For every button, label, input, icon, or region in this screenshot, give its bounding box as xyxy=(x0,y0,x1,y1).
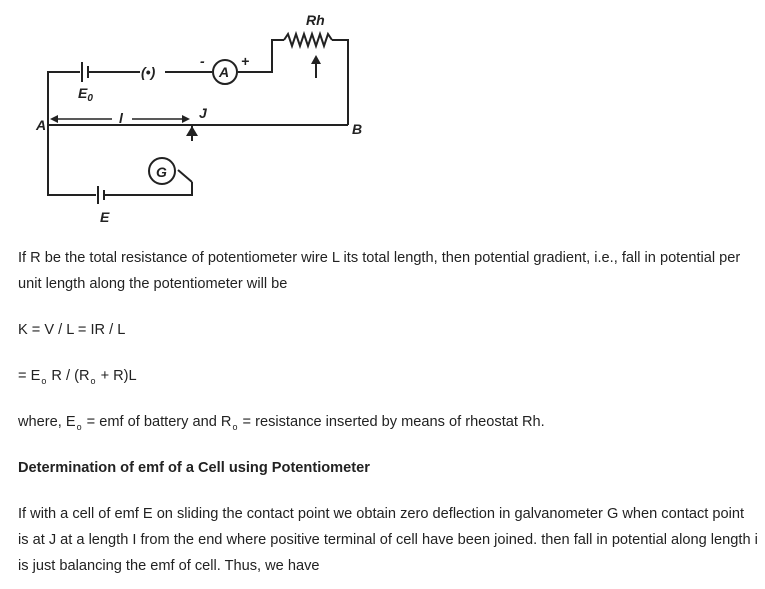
rheostat-label: Rh xyxy=(306,12,325,28)
length-label: l xyxy=(119,110,123,126)
cell-e-label: E xyxy=(100,209,110,225)
potentiometer-circuit-diagram xyxy=(0,0,380,232)
ammeter-minus-label: - xyxy=(200,53,205,69)
point-a-label: A xyxy=(36,117,47,133)
equation-e0: = $E_o$ $R / (R_o + R)L$ xyxy=(18,368,137,386)
ammeter-label: A xyxy=(219,64,230,80)
galvanometer-label: G xyxy=(156,164,167,180)
point-b-label: B xyxy=(352,121,363,137)
where-definition: where, $E_o$ = emf of battery and $R_o$ = resistance inserted by means of rheostat Rh. xyxy=(18,414,545,432)
key-symbol: (•) xyxy=(141,64,156,80)
paragraph-emf-determination: If with a cell of emf E on sliding the contact point we obtain zero deflection in galvanometer G when contact point is at J at a length I from the end where positive terminal of cell have been joined. then fall in potential along length i is just balancing the emf of cell. Thus, we have xyxy=(18,506,758,574)
paragraph-potential-gradient: If R be the total resistance of potentiometer wire L its total length, then potential gradient, i.e., fall in potential per unit length along the potentiometer will be xyxy=(18,250,741,292)
equation-k: K = V / L = IR / L xyxy=(18,322,126,338)
ammeter-plus-label: + xyxy=(241,53,250,69)
section-heading: Determination of emf of a Cell using Potentiometer xyxy=(18,460,370,476)
jockey-label: J xyxy=(199,105,207,121)
main-cell-label: $E_0$ xyxy=(78,85,93,104)
